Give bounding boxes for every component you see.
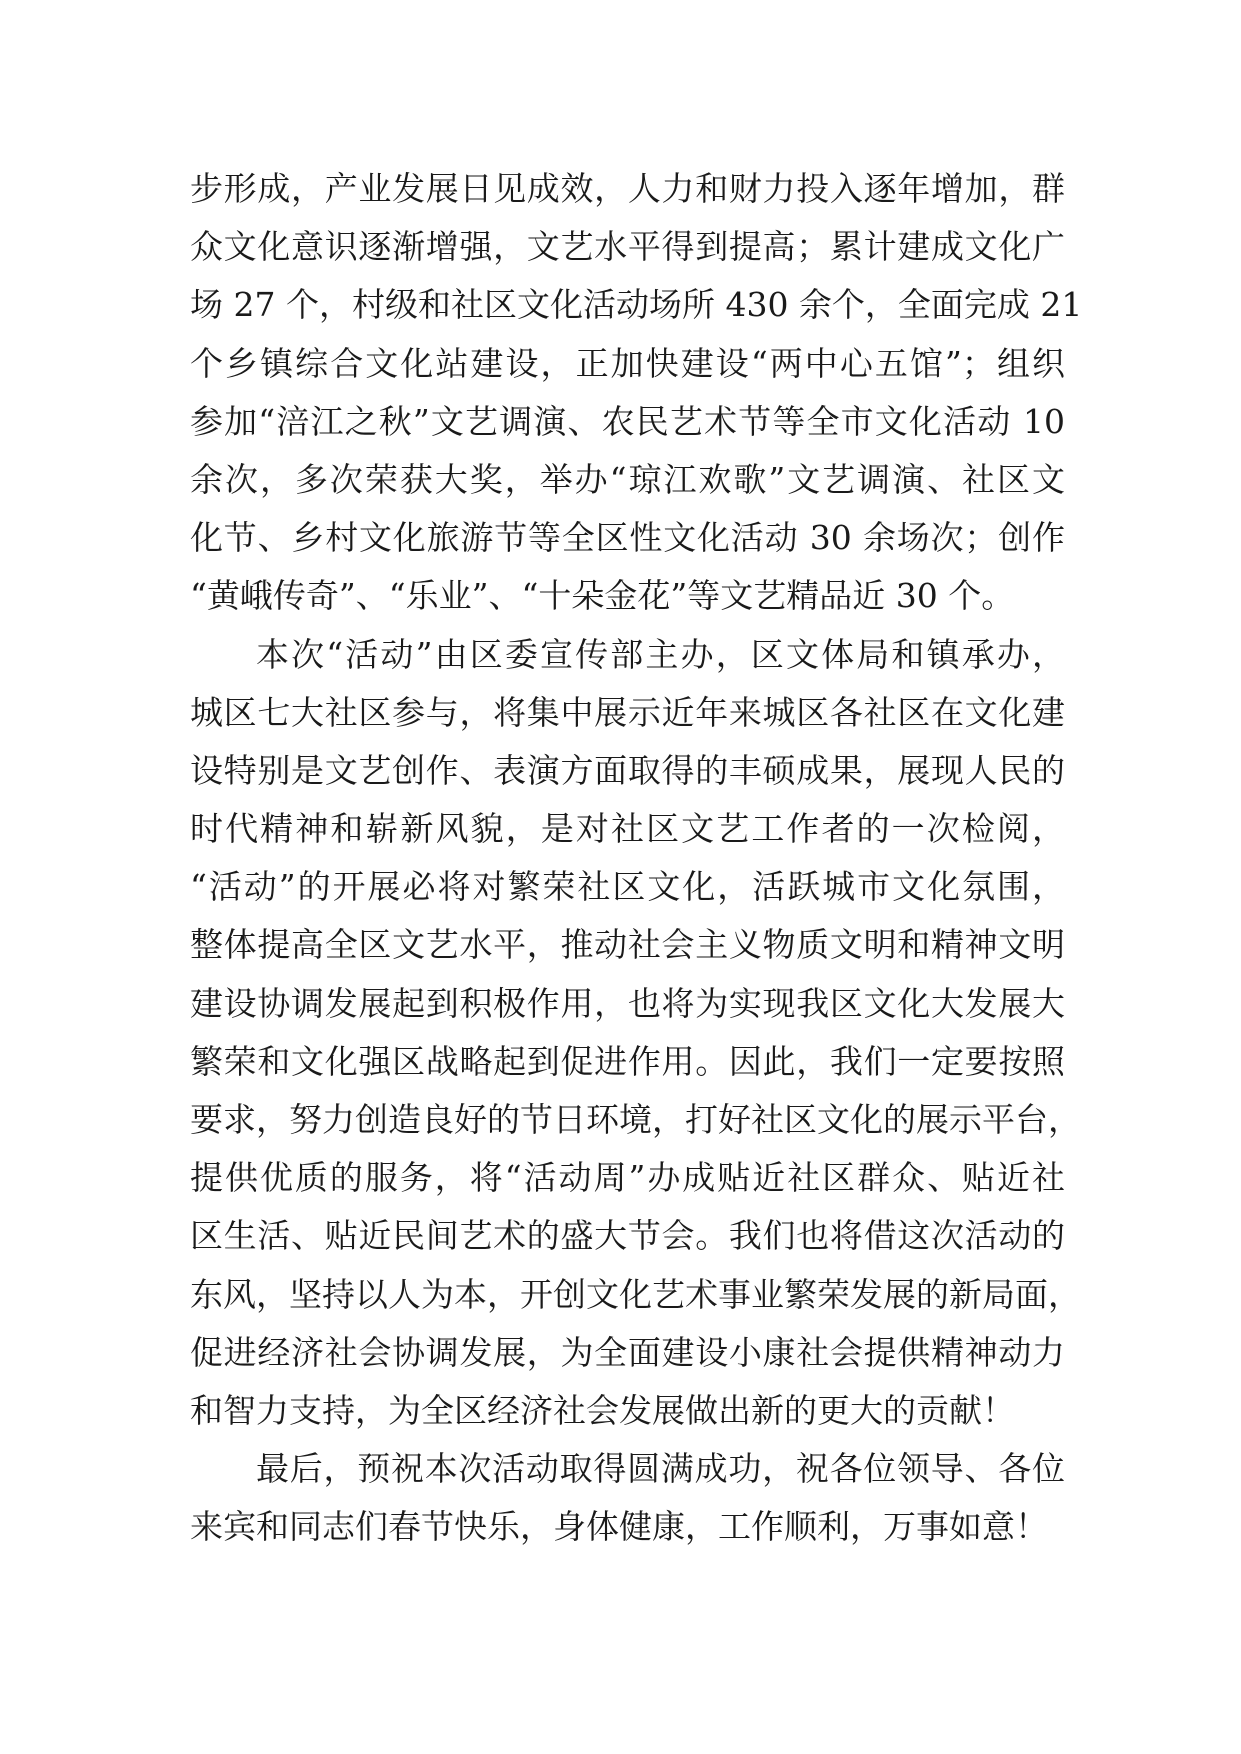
paragraph-1-line-4: 个乡镇综合文化站建设，正加快建设“两中心五馆”；组织: [190, 343, 1065, 383]
paragraph-2-line-8: 繁荣和文化强区战略起到促进作用。因此，我们一定要按照: [190, 1041, 1065, 1081]
paragraph-3-line-2: 来宾和同志们春节快乐，身体健康，工作顺利，万事如意！: [190, 1507, 1048, 1547]
paragraph-1-line-2: 众文化意识逐渐增强，文艺水平得到提高；累计建成文化广: [190, 227, 1065, 267]
paragraph-1-line-5: 参加“涪江之秋”文艺调演、农民艺术节等全市文化活动 10: [190, 401, 1065, 441]
paragraph-1-line-6: 余次，多次荣获大奖，举办“琼江欢歌”文艺调演、社区文: [190, 459, 1065, 499]
paragraph-2-line-6: 整体提高全区文艺水平，推动社会主义物质文明和精神文明: [190, 925, 1065, 965]
paragraph-2-line-9: 要求，努力创造良好的节日环境，打好社区文化的展示平台，: [190, 1100, 1081, 1139]
paragraph-2-line-12: 东风，坚持以人为本，开创文化艺术事业繁荣发展的新局面，: [190, 1274, 1081, 1314]
paragraph-2-line-14: 和智力支持，为全区经济社会发展做出新的更大的贡献！: [190, 1390, 1015, 1430]
paragraph-2-line-13: 促进经济社会协调发展，为全面建设小康社会提供精神动力: [190, 1332, 1065, 1372]
paragraph-2-line-5: “活动”的开展必将对繁荣社区文化，活跃城市文化氛围，: [190, 867, 1065, 907]
paragraph-1-line-3: 场 27 个，村级和社区文化活动场所 430 余个，全面完成 21: [190, 285, 1083, 325]
paragraph-2-line-2: 城区七大社区参与，将集中展示近年来城区各社区在文化建: [190, 692, 1065, 732]
paragraph-2-line-3: 设特别是文艺创作、表演方面取得的丰硕成果，展现人民的: [190, 750, 1065, 790]
paragraph-2-line-7: 建设协调发展起到积极作用，也将为实现我区文化大发展大: [190, 983, 1065, 1023]
document-body: [190, 160, 1083, 1557]
paragraph-2-line-10: 提供优质的服务，将“活动周”办成贴近社区群众、贴近社: [190, 1158, 1065, 1198]
paragraph-2-line-4: 时代精神和崭新风貌，是对社区文艺工作者的一次检阅，: [190, 809, 1065, 849]
paragraph-2-line-1: 本次“活动”由区委宣传部主办，区文体局和镇承办，: [256, 634, 1065, 674]
paragraph-1-line-7: 化节、乡村文化旅游节等全区性文化活动 30 余场次；创作: [190, 518, 1065, 558]
paragraph-3-line-1: 最后，预祝本次活动取得圆满成功，祝各位领导、各位: [256, 1449, 1065, 1489]
paragraph-1-line-1: 步形成，产业发展日见成效，人力和财力投入逐年增加，群: [190, 169, 1065, 208]
paragraph-1-line-8: “黄峨传奇”、“乐业”、“十朵金花”等文艺精品近 30 个。: [190, 576, 1015, 616]
paragraph-2-line-11: 区生活、贴近民间艺术的盛大节会。我们也将借这次活动的: [190, 1216, 1065, 1256]
